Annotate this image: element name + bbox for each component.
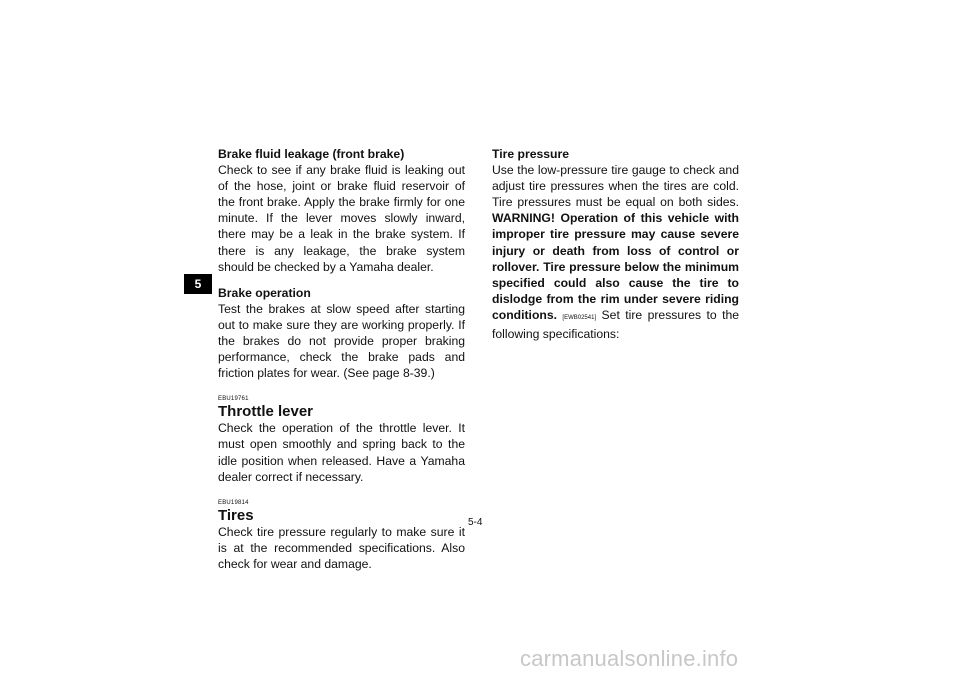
brake-operation-text: Test the brakes at slow speed after starting out to make sure they are working properly. If the brakes do not provide proper braking performance, check the brake pads and friction plates for wear. (See page 8-39.) <box>218 301 465 381</box>
brake-fluid-heading: Brake fluid leakage (front brake) <box>218 147 405 161</box>
tires-heading: Tires <box>218 506 254 524</box>
warning-text: WARNING! Operation of this vehicle with improper tire pressure may cause severe injury or death from loss of control or rollover. Tire pressure below the minimum specified could also cause the tire to dislodge from the rim under severe riding conditions. <box>492 211 739 322</box>
tires-section-code: EBU19814 <box>218 499 249 506</box>
brake-operation-heading: Brake operation <box>218 285 311 300</box>
tire-pressure-text: Use the low-pressure tire gauge to check and adjust tire pressures when the tires are cold. Tire pressures must be equal on both sides. <box>492 163 739 210</box>
tire-pressure-heading: Tire pressure <box>492 147 570 161</box>
throttle-text: Check the operation of the throttle lever. It must open smoothly and spring back to the idle position when released. Have a Yamaha dealer correct if necessary. <box>218 421 465 484</box>
warning-code: [EWB02541] <box>562 314 597 321</box>
throttle-section-code: EBU19761 <box>218 396 249 403</box>
chapter-tab: 5 <box>184 274 212 294</box>
throttle-heading: Throttle lever <box>218 403 314 421</box>
tires-text: Check tire pressure regularly to make sure it is at the recommended specifications. Also check for wear and damage. <box>218 524 465 571</box>
tire-pressure-paragraph <box>492 162 739 342</box>
left-column <box>218 146 465 572</box>
brake-fluid-text: Check to see if any brake fluid is leaking out of the hose, joint or brake fluid reservoir of the front brake. Apply the brake firmly for one minute. If the lever moves slowly inward, there may be a leak in the brake system. If there is any leakage, the brake system should be checked by a Yamaha dealer. <box>218 163 465 274</box>
right-column <box>492 146 739 342</box>
watermark: carmanualsonline.info <box>520 646 739 671</box>
page-number: 5-4 <box>468 517 483 528</box>
tire-pressure-tail: Set tire pressures to the following specifications: <box>492 307 740 342</box>
